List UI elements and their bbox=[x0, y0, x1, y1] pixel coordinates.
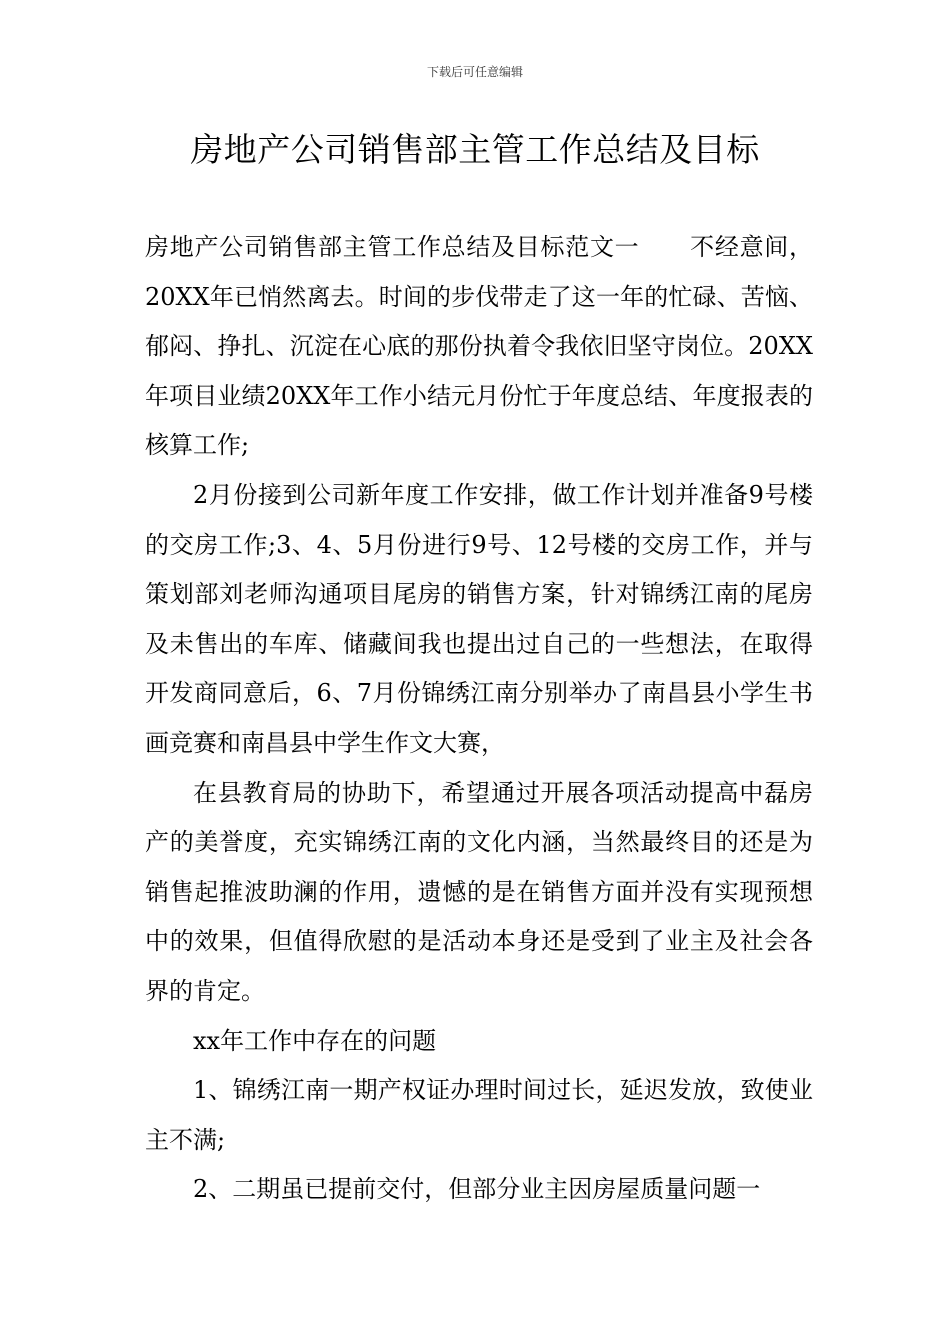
paragraph-education-bureau: 在县教育局的协助下，希望通过开展各项活动提高中磊房产的美誉度，充实锦绣江南的文化内涵，当然最终目的还是为销售起推波助澜的作用，遗憾的是在销售方面并没有实现预想中的效果，但值得欣慰的是活动本身还是受到了业主及社会各界的肯定。 bbox=[145, 778, 813, 1005]
download-note: 下载后可任意编辑 bbox=[426, 65, 523, 79]
paragraph-problems-heading: xx年工作中存在的问题 bbox=[193, 1026, 437, 1055]
document-title: 房地产公司销售部主管工作总结及目标 bbox=[190, 130, 760, 169]
intro-lead: 房地产公司销售部主管工作总结及目标范文一 bbox=[145, 233, 640, 261]
paragraph-intro bbox=[145, 223, 813, 471]
intro-text: 不经意间，20XX年已悄然离去。时间的步伐带走了这一年的忙碌、苦恼、郁闷、挣扎、沉淀在心底的那份执着令我依旧坚守岗位。20XX年项目业绩20XX年工作小结元月份忙于年度总结、年度报表的核算工作; bbox=[145, 233, 814, 460]
document-body bbox=[145, 223, 813, 1215]
paragraph-february: 2月份接到公司新年度工作安排，做工作计划并准备9号楼的交房工作;3、4、5月份进行9号、12号楼的交房工作，并与策划部刘老师沟通项目尾房的销售方案，针对锦绣江南的尾房及未售出的车库、储藏间我也提出过自己的一些想法，在取得开发商同意后，6、7月份锦绣江南分别举办了南昌县小学生书画竞赛和南昌县中学生作文大赛， bbox=[145, 480, 813, 757]
paragraph-problem-1: 1、锦绣江南一期产权证办理时间过长，延迟发放，致使业主不满; bbox=[145, 1076, 813, 1154]
paragraph-problem-2: 2、二期虽已提前交付，但部分业主因房屋质量问题一 bbox=[193, 1175, 761, 1204]
